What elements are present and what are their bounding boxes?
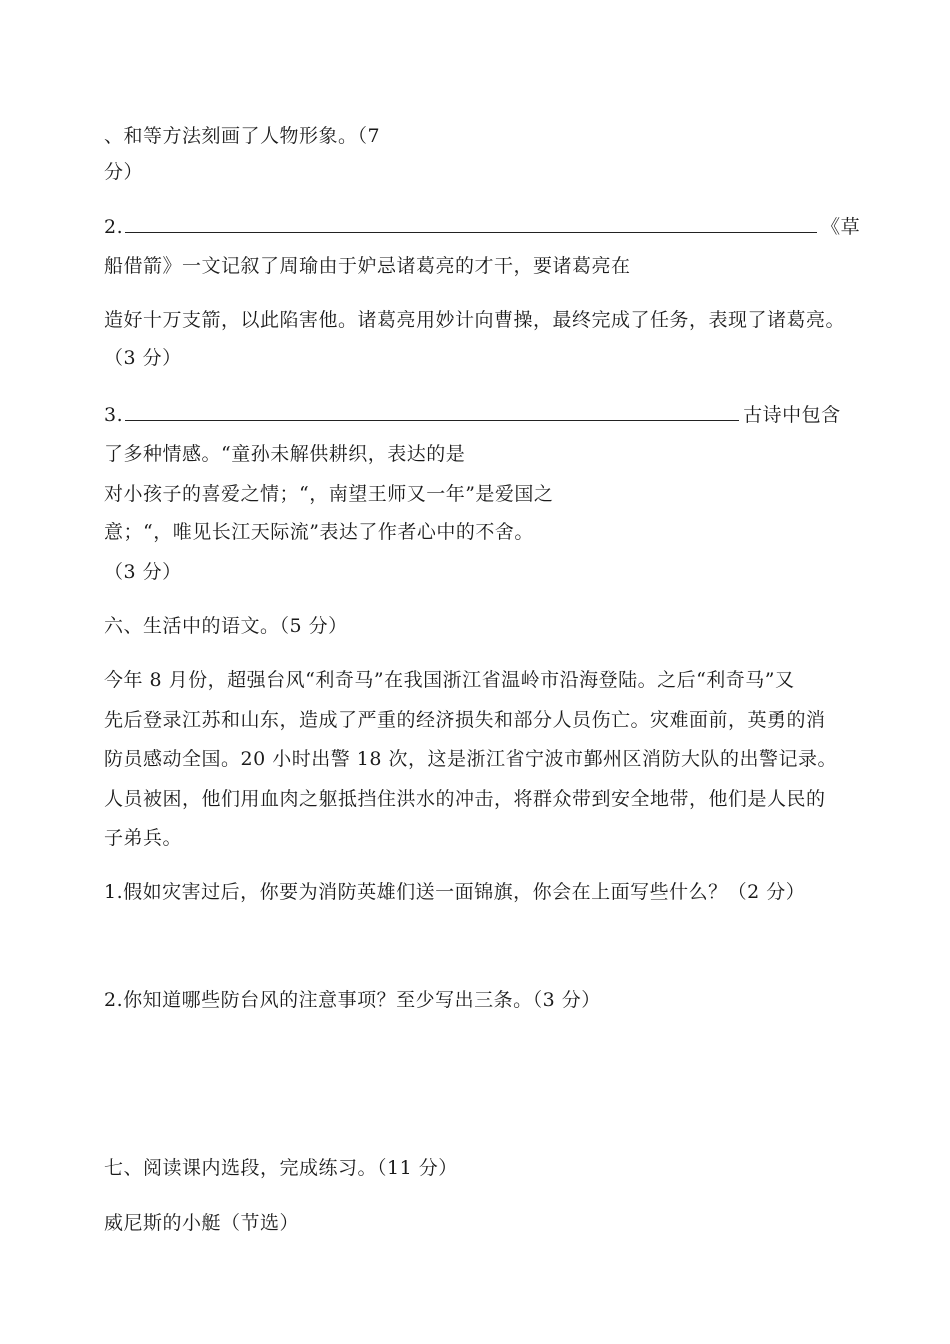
q2-answer-blank[interactable] [125,212,817,233]
section6-paragraph-line: 先后登录江苏和山东，造成了严重的经济损失和部分人员伤亡。灾难面前，英勇的消 [104,709,826,731]
q2-number: 2. [104,216,124,238]
q3-score: （3 分） [104,561,182,583]
q3-third-line: 对小孩子的喜爱之情；“，南望王师又一年”是爱国之 [104,483,554,505]
q3-second-line: 了多种情感。“童孙未解供耕织，表达的是 [104,443,466,465]
q3-fourth-line: 意；“，唯见长江天际流”表达了作者心中的不舍。 [104,521,534,543]
q3-first-line [104,400,841,429]
q2-first-line [104,212,860,241]
q3-line-tail: 古诗中包含 [743,404,841,426]
section6-paragraph-line: 子弟兵。 [104,827,183,849]
q2-third-line: 造好十万支箭，以此陷害他。诸葛亮用妙计向曹操，最终完成了任务，表现了诸葛亮。 [104,309,846,331]
section7-passage-title: 威尼斯的小艇（节选） [104,1212,300,1234]
section6-paragraph-line: 防员感动全国。20 小时出警 18 次，这是浙江省宁波市鄞州区消防大队的出警记录。 [104,748,837,770]
section6-question-2: 2.你知道哪些防台风的注意事项？至少写出三条。（3 分） [104,989,601,1011]
q2-second-line: 船借箭》一文记叙了周瑜由于妒忌诸葛亮的才干，要诸葛亮在 [104,255,631,277]
q2-line-tail: 《草 [821,216,861,238]
q1-score-line: 分） [104,161,144,183]
section6-question-1: 1.假如灾害过后，你要为消防英雄们送一面锦旗，你会在上面写些什么？（2 分） [104,881,806,903]
section7-heading: 七、阅读课内选段，完成练习。（11 分） [104,1157,458,1179]
q2-score: （3 分） [104,347,182,369]
section6-heading: 六、生活中的语文。（5 分） [104,615,348,637]
q3-answer-blank[interactable] [125,400,739,421]
q1-continuation-line: 、和等方法刻画了人物形象。（7 [104,125,381,147]
section6-paragraph-line: 人员被困，他们用血肉之躯抵挡住洪水的冲击，将群众带到安全地带，他们是人民的 [104,788,826,810]
section6-paragraph-line: 今年 8 月份，超强台风“利奇马”在我国浙江省温岭市沿海登陆。之后“利奇马”又 [104,669,795,691]
q3-number: 3. [104,404,124,426]
